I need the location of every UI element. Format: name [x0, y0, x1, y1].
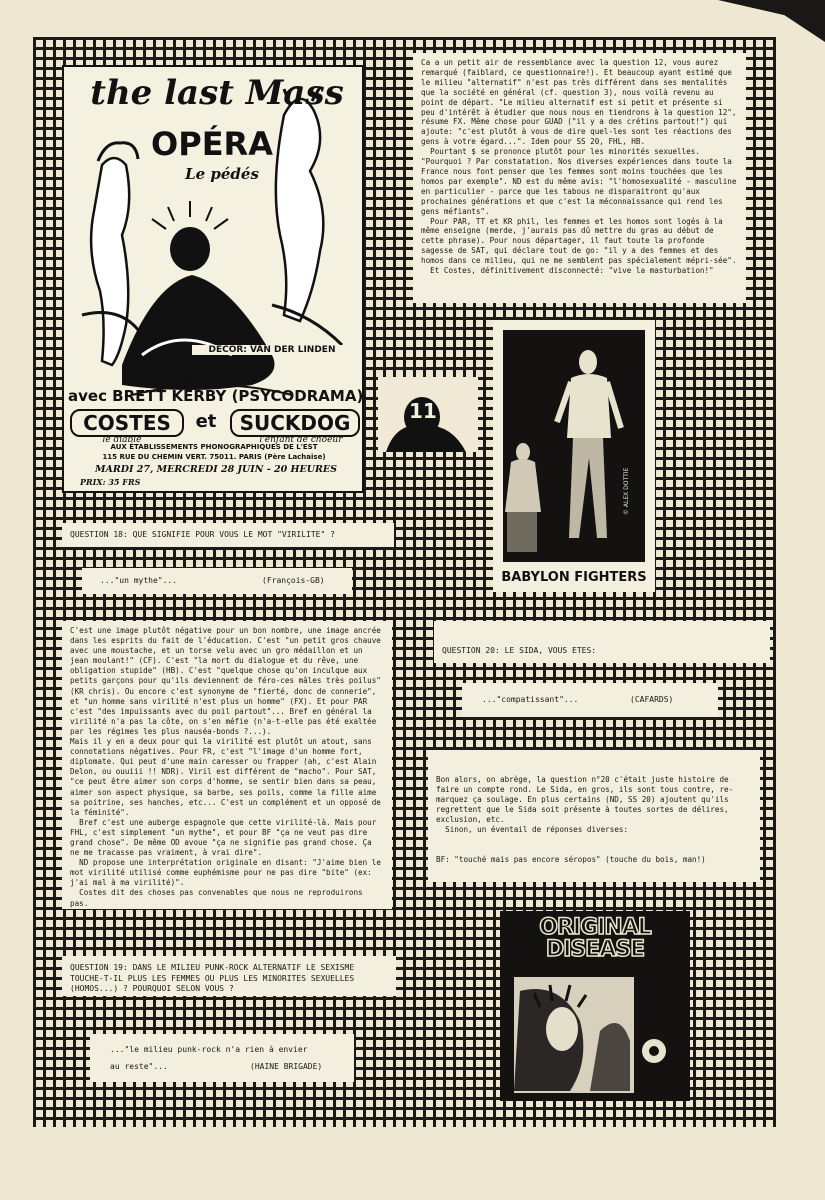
answer-19-line1: ..."le milieu punk-rock n'a rien à envier [110, 1045, 308, 1054]
answer-18 [82, 568, 352, 594]
answer-20-text: ..."compatissant"... [482, 695, 579, 704]
babylon-fighters-photo [493, 320, 655, 592]
answer-19 [90, 1034, 354, 1082]
answer-18-source: (François-GB) [262, 576, 325, 585]
question-19: QUESTION 19: DANS LE MILIEU PUNK-ROCK ALTERNATIF LE SEXISME TOUCHE-T-IL PLUS LES FEMMES OU PLUS LES MINORITES SEXUELLES (HOMOS...) ? POURQUOI SELON VOUS ? [62, 956, 396, 996]
answer-20 [462, 683, 718, 717]
poster-decor: DÉCOR: VAN DER LINDEN [192, 345, 352, 355]
question-20 [434, 621, 770, 663]
answer-19-line2: au reste"... [110, 1062, 168, 1071]
poster-priest: le prêtre mourant [157, 370, 257, 383]
original-disease-photo [500, 911, 690, 1101]
original-disease-line1: ORIGINAL [539, 915, 651, 940]
quote-author: BF: [436, 855, 450, 864]
sida-intro: Bon alors, on abrège, la question n°20 c'était juste histoire de faire un compte rond. Le Sida, en gros, ils sont tous contre, re-marquez ça soulage. En plus certains (ND, SS 20) ajoutent qu'ils regrettent que le Sida soit présente à toutes sortes de délires, exclusion, etc. Sinon, un éventail de réponses diverses: [436, 775, 734, 834]
poster-venue-1: AUX ÉTABLISSEMENTS PHONOGRAPHIQUES DE L'EST [110, 443, 318, 451]
poster-cast-line: avec BRETT KERBY (PSYCODRAMA) [68, 387, 364, 405]
photo-credit: © ALEX DOTTIE [623, 467, 630, 515]
poster-venue-2: 115 RUE DU CHEMIN VERT. 75011. PARIS (Père Lachaise) [102, 453, 326, 461]
answer-18-text: ..."un mythe"... [100, 576, 178, 585]
poster-title: the last Mass [90, 73, 344, 113]
poster-costes: COSTES [70, 409, 184, 437]
band-caption: BABYLON FIGHTERS [501, 570, 647, 585]
poster-et: et [195, 411, 217, 432]
poster-subtitle-2: Le pédés [185, 165, 259, 183]
quote-line [436, 855, 752, 865]
poster-subtitle: OPÉRA [151, 125, 273, 163]
answer-20-source: (CAFARDS) [630, 695, 674, 704]
poster-costes-role: le diable [102, 435, 142, 445]
poster-price: PRIX: 35 FRS [80, 477, 141, 487]
question-18: QUESTION 18: QUE SIGNIFIE POUR VOUS LE MOT "VIRILITE" ? [62, 523, 394, 547]
silhouette-photo [378, 377, 478, 452]
answer-19-source: (HAINE BRIGADE) [250, 1062, 323, 1071]
original-disease-line2: DISEASE [545, 937, 645, 962]
question-20-label: QUESTION 20: LE SIDA, VOUS ETES: [442, 646, 597, 655]
original-disease-title [510, 917, 680, 961]
quote-text: "touché mais pas encore séropos" (touche du bois, man!) [454, 855, 706, 864]
poster-date: MARDI 27, MERCREDI 28 JUIN - 20 HEURES [95, 464, 337, 475]
poster-suckdog-role: l'enfant de choeur [259, 435, 343, 445]
poster-suckdog: SUCKDOG [230, 409, 360, 437]
sida-responses [428, 750, 760, 882]
opera-poster [62, 65, 364, 493]
photo-number: 11 [409, 399, 437, 423]
left-body-text: C'est une image plutôt négative pour un bon nombre, une image ancrée dans les esprits du fait de l'éducation. C'est "un petit gros chauve avec une moustache, et un torse velu avec un gro médaillon et un jean moulant!" (CF). C'est "la mort du dialogue et du rêve, une obligation stupide" (HB). C'est "quelque chose qu'on inculque aux petits garçons pour qu'ils deviennent de féro-ces mâles très poilus" (KR chris). Ou encore c'est synonyme de "fierté, donc de connerie", et "un homme sans virilité n'est plus un homme" (FX). Et pour PAR c'est "des impuissants avec du poil partout"... Bref en général la virilité n'a pas la côte, on s'en méfie (n'a-t-elle pas été exaltée par les régimes les plus nauséa-bonds ?...). Mais il y en a deux pour qui la virilité est plutôt un atout, sans connotations négatives. Pour FR, c'est "l'image d'un homme fort, diplomate. Qui peut d'une main caresser ou frapper (ah, c'est Alain Delon, ou ouuiii !! NDR). Viril est différent de "macho". Pour SAT, "ce peut être aimer son corps d'homme, se sentir bien dans sa peau, aimer son aspect physique, sa barbe, ses poils, comme la fille aime sa poitrine, ses hanches, etc... C'est un complément et un opposé de la féminité". Bref c'est une auberge espagnole que cette virilité-là. Mais pour FHL, c'est simplement "un mythe", et pour BF "ça ne veut pas dire grand chose". De même OD avoue "ça ne signifie pas grand chose. Ça ne me tracasse pas vraiment, à vrai dire". ND propose une interprétation originale en disant: "J'aime bien le mot virilité utilisé comme euphémisme pour ne pas dire "bite" (ex: j'ai mal à ma virilité)". Costes dit des choses pas convenables que nous ne reproduirons pas. [62, 621, 392, 909]
top-right-text: Ca a un petit air de ressemblance avec la question 12, vous aurez remarqué (faiblard, ce questionnaire!). Et beaucoup ayant estimé que le milieu "alternatif" n'est pas très différent dans ses mentalités que la société en général (cf. question 3), nous voilà revenu au point de départ. "Le milieu alternatif est si petit et présente si peu d'intérêt à étudier que nous nous en tiendrons à la question 12", résume FX. Même chose pour GUAD ("il y a des crétins partout!") qui ajoute: "c'est plutôt à vous de dire quel-les sont les réactions des gens à votre égard...". Idem pour SS 20, FHL, HB. Pourtant $ se prononce plutôt pour les minorités sexuelles. "Pourquoi ? Par constatation. Nos diverses expériences dans toute la France nous font penser que les femmes sont moins touchées que les homos par exemple". ND est du même avis: "l'homosexualité - masculine en particulier - parce que les tabous ne disparaitront qu'aux prochaines générations et que c'est la méconnaissance qui rend les gens méfiants". Pour PAR, TT et KR phil, les femmes et les homos sont logés à la même enseigne (merde, j'aurais pas dû mettre du gras au début de cette phrase). Pour nous départager, il faut toute la profonde sagesse de SAT, qui déclare tout de go: "il y a des femmes et des homos dans ce milieu, qui ne me semblent pas spécialement mépri-sée". Et Costes, définitivement disconnecté: "vive la masturbation!" [413, 53, 746, 303]
